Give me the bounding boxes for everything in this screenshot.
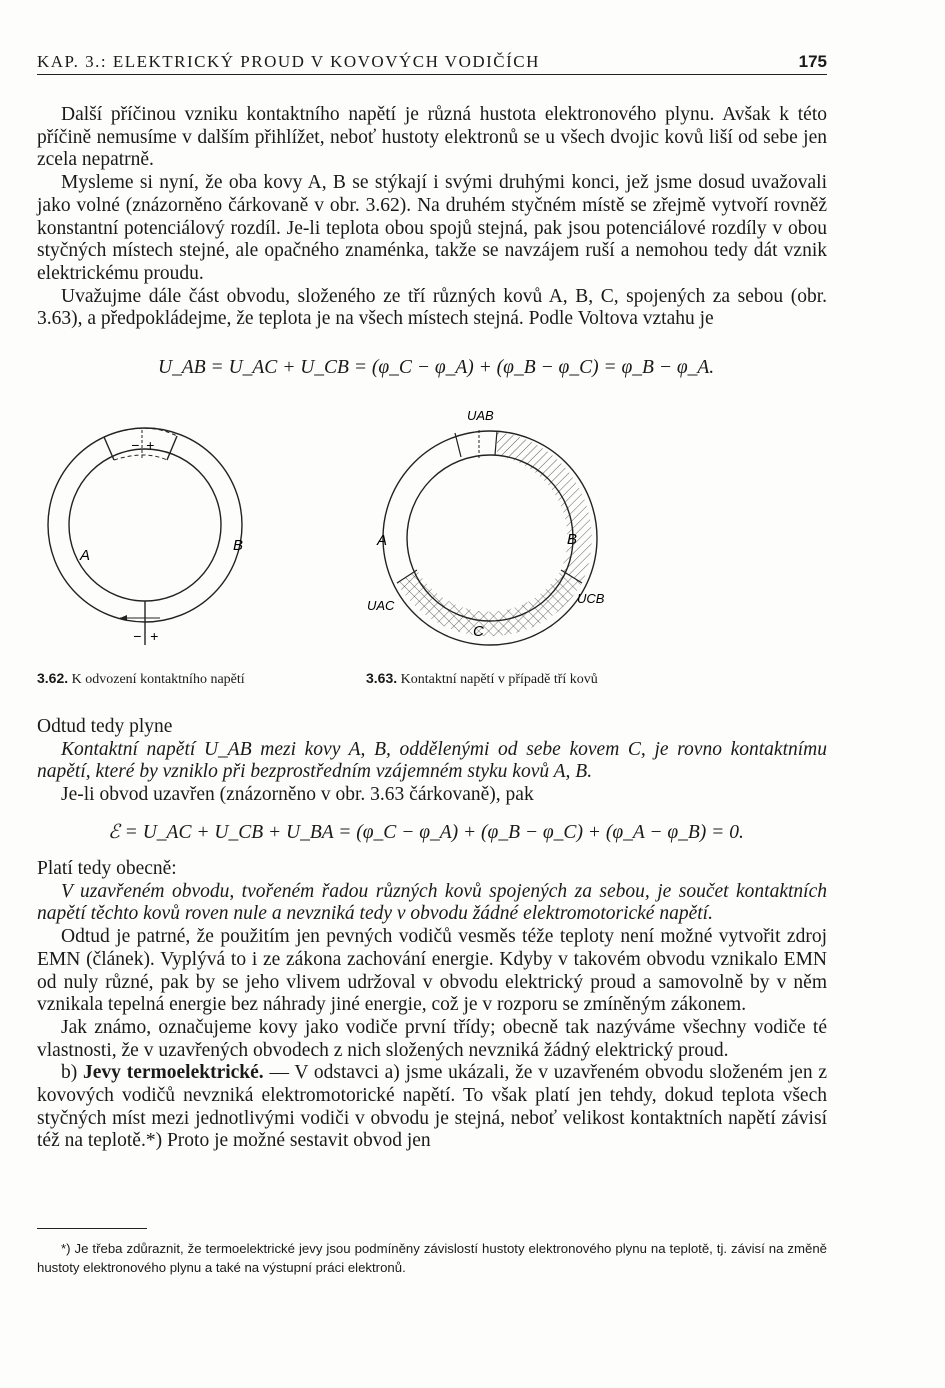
label-a: A (377, 532, 388, 549)
footnote (37, 1240, 827, 1277)
label-minus-bottom: − (133, 628, 142, 644)
section-b-text: — V odstavci a) jsme ukázali, že v uzavřeném obvodu složeném jen z kovových vodičů nevzniká elektromotorické napětí. To však platí jen tehdy, dokud teplota všech styčných míst mezi jednotlivými vodiči v obvodu je stejná, neboť velikost kontaktních napětí závisí též na teplotě.*) Proto je možné sestavit obvod jen (37, 1062, 827, 1152)
caption-number: 3.62. (37, 670, 69, 686)
section-b-paragraph (37, 1062, 827, 1153)
caption-text: K odvození kontaktního napětí (71, 672, 245, 687)
italic-law: V uzavřeném obvodu, tvořeném řadou různých kovů spojených za sebou, je součet kontaktních napětí těchto kovů roven nule a nevzniká tedy v obvodu žádné elektromotorické napětí. (37, 880, 827, 925)
equation-voltas-law: U_AB = U_AC + U_CB = (φ_C − φ_A) + (φ_B − φ_C) = φ_B − φ_A. (158, 357, 715, 378)
label-plus-bottom: + (150, 628, 159, 644)
label-uab: UAB (467, 408, 494, 423)
figure-3-63 (355, 398, 655, 658)
equation-closed-circuit: ℰ = U_AC + U_CB + U_BA = (φ_C − φ_A) + (φ_B − φ_C) + (φ_A − φ_B) = 0. (108, 822, 744, 843)
footnote-rule (37, 1228, 147, 1229)
header-rule (37, 74, 827, 75)
odtud-line: Odtud tedy plyne (37, 716, 173, 737)
label-ucb: UCB (577, 591, 605, 606)
paragraph-first-class: Jak známo, označujeme kovy jako vodiče první třídy; obecně tak nazýváme všechny vodiče té vlastnosti, že v uzavřených obvodech z nich složených nevzniká žádný elektrický proud. (37, 1016, 827, 1061)
caption-text: Kontaktní napětí v případě tří kovů (400, 672, 598, 687)
label-a: A (80, 547, 91, 564)
label-uac: UAC (367, 598, 395, 613)
label-b: B (567, 531, 578, 548)
footnote-text: *) Je třeba zdůraznit, že termoelektrické jevy jsou podmíněny závislostí hustoty elektronového plynu na teplotě, tj. závisí na změně hustoty elektronového plynu a také na výstupní práci elektronů. (37, 1241, 827, 1275)
label-minus-top: − (131, 437, 140, 453)
italic-statement: Kontaktní napětí U_AB mezi kovy A, B, oddělenými od sebe kovem C, je rovno kontaktnímu napětí, které by vzniklo při bezprostředním vzájemném styku kovů A, B. (37, 738, 827, 783)
caption-3-62 (37, 667, 245, 692)
caption-number: 3.63. (366, 670, 398, 686)
label-c: C (473, 623, 484, 640)
text-block-top (37, 104, 827, 331)
figure-3-62 (30, 420, 320, 660)
paragraph-3: Uvažujme dále část obvodu, složeného ze tří různých kovů A, B, C, spojených za sebou (obr. 3.63), a předpokládejme, že teplota je na všech místech stejná. Podle Voltova vztahu je (37, 285, 827, 330)
section-b-prefix: b) (61, 1062, 78, 1084)
page-number: 175 (798, 52, 827, 71)
paragraph-1: Další příčinou vzniku kontaktního napětí je různá hustota elektronového plynu. Avšak k této příčině nemusíme v dalším přihlížet, neboť hustoty elektronů se u všech dvojic kovů liší od sebe jen zcela nepatrně. (37, 104, 827, 171)
closed-circuit-line: Je-li obvod uzavřen (znázorněno v obr. 3.63 čárkovaně), pak (61, 784, 534, 806)
running-title: KAP. 3.: ELEKTRICKÝ PROUD V KOVOVÝCH VODIČÍCH (37, 52, 540, 71)
caption-3-63 (366, 667, 598, 692)
label-plus-top: + (146, 437, 155, 453)
section-b-heading: Jevy termoelektrické. (83, 1062, 264, 1084)
label-b: B (233, 537, 244, 554)
paragraph-emn: Odtud je patrné, že použitím jen pevných vodičů vesměs téže teploty není možné vytvořit zdroj EMN (článek). Vyplývá to i ze zákona zachování energie. Kdyby v takovém obvodu vznikalo EMN od nuly různé, pak by se jeho vlivem udržoval v obvodu elektrický proud a samovolně by v něm vznikala tepelná energie bez náhrady jiné energie, což je v rozporu se zmíněným zákonem. (37, 926, 827, 1016)
text-block-middle (37, 716, 827, 807)
running-header (37, 51, 827, 75)
paragraph-2: Mysleme si nyní, že oba kovy A, B se stýkají i svými druhými konci, jež jsme dosud uvažovali jako volné (znázorněno čárkovaně v obr. 3.62). Na druhém styčném místě se zřejmě vytvoří rovněž konstantní potenciálový rozdíl. Je-li teplota obou spojů stejná, pak jsou potenciálové rozdíly v obou styčných místech stejné, ale opačného znaménka, takže se navzájem ruší a nemohou tedy dát vznik elektrickému proudu. (37, 172, 827, 284)
general-line: Platí tedy obecně: (37, 858, 177, 879)
text-block-bottom (37, 858, 827, 1153)
